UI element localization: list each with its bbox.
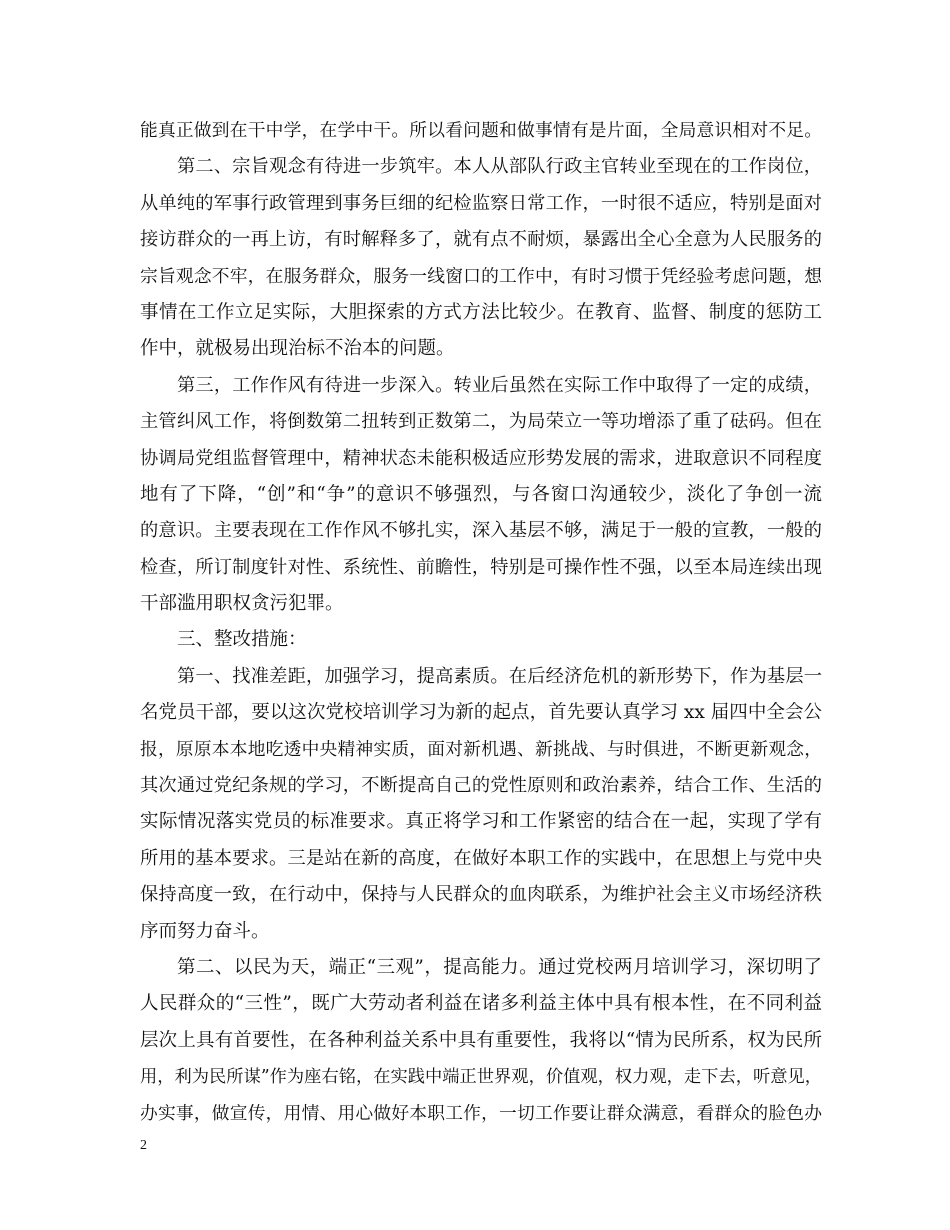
text-line: 作中，就极易出现治标不治本的问题。 xyxy=(140,338,455,360)
text-line: 实际情况落实党员的标准要求。真正将学习和工作紧密的结合在一起，实现了学有 xyxy=(140,811,822,833)
paragraph-start-line: 第三，工作作风有待进一步深入。转业后虽然在实际工作中取得了一定的成绩， xyxy=(177,374,822,396)
page-number: 2 xyxy=(140,1138,147,1153)
text-line: 人民群众的“三性”，既广大劳动者利益在诸多利益主体中具有根本性，在不同利益 xyxy=(140,993,822,1015)
text-line: 检查，所订制度针对性、系统性、前瞻性，特别是可操作性不强，以至本局连续出现 xyxy=(140,556,822,578)
text-line: 所用的基本要求。三是站在新的高度，在做好本职工作的实践中，在思想上与党中央 xyxy=(140,847,822,869)
paragraph-start-line: 第二、宗旨观念有待进一步筑牢。本人从部队行政主官转业至现在的工作岗位， xyxy=(177,156,822,178)
text-line: 报，原原本本地吃透中央精神实质，面对新机遇、新挑战、与时俱进，不断更新观念， xyxy=(140,739,822,760)
text-line: 接访群众的一再上访，有时解释多了，就有点不耐烦，暴露出全心全意为人民服务的 xyxy=(140,229,822,251)
section-heading: 三、整改措施： xyxy=(177,629,307,651)
text-line: 保持高度一致，在行动中，保持与人民群众的血肉联系，为维护社会主义市场经济秩 xyxy=(140,884,822,906)
text-line: 干部滥用职权贪污犯罪。 xyxy=(140,593,344,615)
text-line: 事情在工作立足实际，大胆探索的方式方法比较少。在教育、监督、制度的惩防工 xyxy=(140,301,822,323)
text-line: 能真正做到在干中学，在学中干。所以看问题和做事情有是片面，全局意识相对不足。 xyxy=(140,121,822,141)
text-line: 序而努力奋斗。 xyxy=(140,920,270,942)
document-body xyxy=(140,113,822,1132)
text-line: 宗旨观念不牢，在服务群众，服务一线窗口的工作中，有时习惯于凭经验考虑问题，想 xyxy=(140,266,822,287)
text-line: 层次上具有首要性，在各种利益关系中具有重要性，我将以“情为民所系，权为民所 xyxy=(140,1029,822,1051)
text-line: 名党员干部，要以这次党校培训学习为新的起点，首先要认真学习 xx 届四中全会公 xyxy=(140,702,822,724)
text-line: 办实事，做宣传，用情、用心做好本职工作，一切工作要让群众满意，看群众的脸色办 xyxy=(140,1103,822,1124)
text-line: 用，利为民所谋”作为座右铭，在实践中端正世界观，价值观，权力观，走下去，听意见， xyxy=(140,1067,822,1088)
text-line: 的意识。主要表现在工作作风不够扎实，深入基层不够，满足于一般的宣教，一般的 xyxy=(140,520,822,542)
paragraph-start-line: 第二、以民为天，端正“三观”，提高能力。通过党校两月培训学习，深切明了 xyxy=(177,956,822,978)
paragraph-start-line: 第一、找准差距，加强学习，提高素质。在后经济危机的新形势下，作为基层一 xyxy=(177,665,822,687)
text-line: 主管纠风工作，将倒数第二扭转到正数第二，为局荣立一等功增添了重了砝码。但在 xyxy=(140,411,822,433)
text-line: 其次通过党纪条规的学习，不断提高自己的党性原则和政治素养，结合工作、生活的 xyxy=(140,775,822,797)
text-line: 地有了下降，“创”和“争”的意识不够强烈，与各窗口沟通较少，淡化了争创一流 xyxy=(140,483,822,505)
text-line: 协调局党组监督管理中，精神状态未能积极适应形势发展的需求，进取意识不同程度 xyxy=(140,447,822,469)
text-line: 从单纯的军事行政管理到事务巨细的纪检监察日常工作，一时很不适应，特别是面对 xyxy=(140,192,822,214)
